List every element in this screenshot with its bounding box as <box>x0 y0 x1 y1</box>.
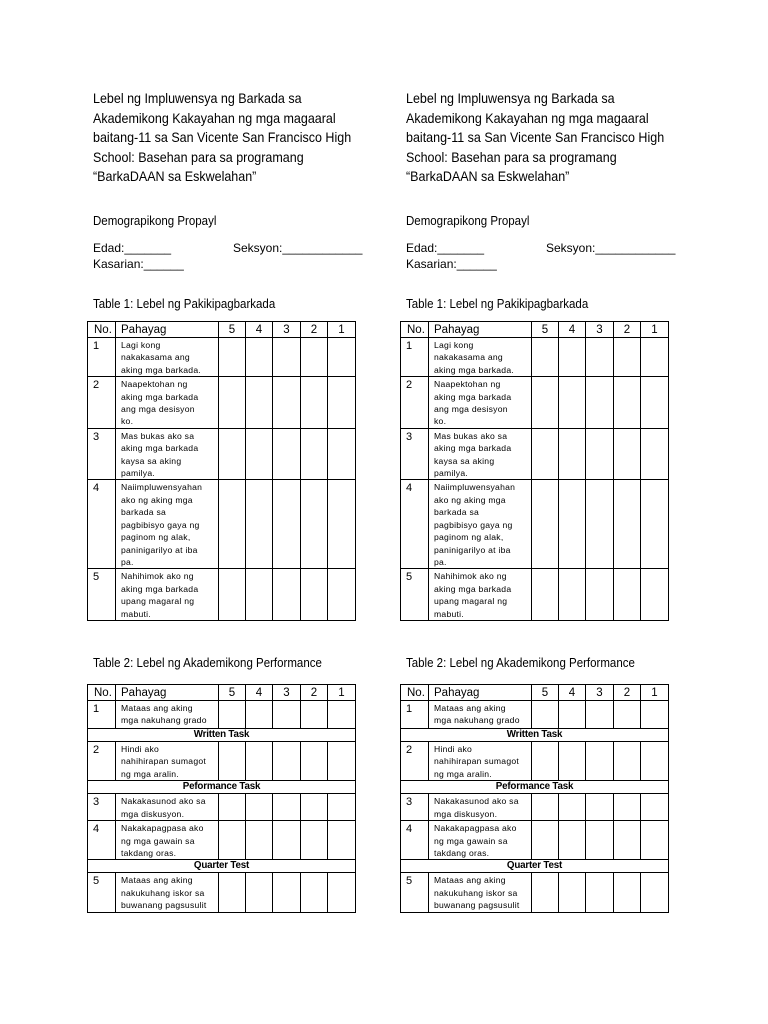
row-number: 3 <box>401 794 429 821</box>
col-header-pahayag: Pahayag <box>429 322 532 338</box>
rating-cell-2[interactable] <box>301 742 328 781</box>
statement: Mas bukas ako sa aking mga barkada kaysa sa aking pamilya. <box>429 428 532 480</box>
rating-cell-5[interactable] <box>532 338 559 377</box>
edad-field[interactable]: Edad:_______ <box>93 241 172 255</box>
col-header-4: 4 <box>246 322 273 338</box>
rating-cell-3[interactable] <box>273 821 301 860</box>
table-row <box>88 701 356 729</box>
section-row <box>401 781 669 794</box>
section-performance-task: Peformance Task <box>88 781 356 794</box>
col-header-1: 1 <box>328 322 356 338</box>
table-header-row <box>401 322 669 338</box>
table2 <box>400 684 669 913</box>
rating-cell-5[interactable] <box>532 569 559 621</box>
rating-cell-2[interactable] <box>301 338 328 377</box>
col-header-pahayag: Pahayag <box>116 685 219 701</box>
rating-cell-2[interactable] <box>614 428 641 480</box>
title-line: “BarkaDAAN sa Eskwelahan” <box>406 169 570 185</box>
row-number: 4 <box>401 480 429 569</box>
table-header-row <box>88 322 356 338</box>
col-header-no: No. <box>88 685 116 701</box>
rating-cell-5[interactable] <box>532 794 559 821</box>
row-number: 4 <box>401 821 429 860</box>
statement: Mataas ang aking nakukuhang iskor sa buwanang pagsusulit <box>116 873 219 912</box>
col-header-4: 4 <box>559 685 586 701</box>
rating-cell-1[interactable] <box>328 794 356 821</box>
edad-field[interactable]: Edad:_______ <box>406 241 485 255</box>
row-number: 1 <box>88 701 116 729</box>
col-header-2: 2 <box>614 685 641 701</box>
title-line: baitang-11 sa San Vicente San Francisco High <box>93 130 352 146</box>
col-header-3: 3 <box>586 685 614 701</box>
rating-cell-5[interactable] <box>532 428 559 480</box>
rating-cell-2[interactable] <box>301 794 328 821</box>
rating-cell-5[interactable] <box>219 794 246 821</box>
rating-cell-3[interactable] <box>273 742 301 781</box>
rating-cell-1[interactable] <box>641 821 669 860</box>
title-line: Lebel ng Impluwensya ng Barkada sa <box>93 91 302 106</box>
col-header-no: No. <box>88 322 116 338</box>
statement: Naiimpluwensyahan ako ng aking mga barkada sa pagbibisyo gaya ng paginom ng alak, paninigarilyo at iba pa. <box>429 480 532 569</box>
col-header-3: 3 <box>273 685 301 701</box>
col-header-4: 4 <box>559 322 586 338</box>
statement: Naapektohan ng aking mga barkada ang mga desisyon ko. <box>429 377 532 429</box>
table1-heading: Table 1: Lebel ng Pakikipagbarkada <box>93 297 276 311</box>
demographics-heading: Demograpikong Propayl <box>93 214 217 228</box>
statement: Nahihimok ako ng aking mga barkada upang magaral ng mabuti. <box>429 569 532 621</box>
col-header-1: 1 <box>328 685 356 701</box>
rating-cell-3[interactable] <box>586 338 614 377</box>
section-row <box>401 729 669 742</box>
rating-cell-5[interactable] <box>219 873 246 912</box>
table-row <box>401 338 669 377</box>
table2 <box>87 684 356 913</box>
rating-cell-5[interactable] <box>532 821 559 860</box>
rating-cell-2[interactable] <box>301 701 328 729</box>
section-row <box>88 781 356 794</box>
rating-cell-5[interactable] <box>532 873 559 912</box>
col-header-1: 1 <box>641 322 669 338</box>
rating-cell-1[interactable] <box>641 873 669 912</box>
title-line: Lebel ng Impluwensya ng Barkada sa <box>406 91 615 106</box>
rating-cell-4[interactable] <box>559 377 586 429</box>
row-number: 1 <box>88 338 116 377</box>
rating-cell-1[interactable] <box>641 701 669 729</box>
rating-cell-1[interactable] <box>641 338 669 377</box>
table-row <box>88 338 356 377</box>
statement: Naiimpluwensyahan ako ng aking mga barkada sa pagbibisyo gaya ng paginom ng alak, paninigarilyo at iba pa. <box>116 480 219 569</box>
statement: Mataas ang aking mga nakuhang grado <box>429 701 532 729</box>
rating-cell-4[interactable] <box>559 428 586 480</box>
rating-cell-5[interactable] <box>219 701 246 729</box>
rating-cell-4[interactable] <box>559 873 586 912</box>
col-header-5: 5 <box>532 685 559 701</box>
kasarian-field[interactable]: Kasarian:______ <box>93 257 184 271</box>
table-row <box>401 480 669 569</box>
rating-cell-1[interactable] <box>641 742 669 781</box>
section-row <box>88 860 356 873</box>
statement: Hindi ako nahihirapan sumagot ng mga aralin. <box>429 742 532 781</box>
rating-cell-4[interactable] <box>246 701 273 729</box>
row-number: 5 <box>401 569 429 621</box>
rating-cell-2[interactable] <box>301 428 328 480</box>
table-header-row <box>88 685 356 701</box>
table-row <box>88 794 356 821</box>
rating-cell-3[interactable] <box>273 338 301 377</box>
rating-cell-4[interactable] <box>559 338 586 377</box>
row-number: 2 <box>401 742 429 781</box>
rating-cell-1[interactable] <box>328 428 356 480</box>
row-number: 3 <box>401 428 429 480</box>
col-header-pahayag: Pahayag <box>429 685 532 701</box>
statement: Mas bukas ako sa aking mga barkada kaysa sa aking pamilya. <box>116 428 219 480</box>
table-header-row <box>401 685 669 701</box>
row-number: 2 <box>401 377 429 429</box>
rating-cell-1[interactable] <box>641 569 669 621</box>
statement: Nahihimok ako ng aking mga barkada upang magaral ng mabuti. <box>116 569 219 621</box>
col-header-pahayag: Pahayag <box>116 322 219 338</box>
col-header-2: 2 <box>301 685 328 701</box>
statement: Lagi kong nakakasama ang aking mga barkada. <box>429 338 532 377</box>
table-row <box>401 569 669 621</box>
statement: Naapektohan ng aking mga barkada ang mga desisyon ko. <box>116 377 219 429</box>
table-row <box>88 428 356 480</box>
table-row <box>401 873 669 912</box>
rating-cell-1[interactable] <box>641 794 669 821</box>
rating-cell-5[interactable] <box>219 742 246 781</box>
statement: Lagi kong nakakasama ang aking mga barkada. <box>116 338 219 377</box>
rating-cell-3[interactable] <box>586 480 614 569</box>
title-line: School: Basehan para sa programang <box>406 149 617 165</box>
rating-cell-2[interactable] <box>614 338 641 377</box>
row-number: 2 <box>88 377 116 429</box>
rating-cell-1[interactable] <box>328 821 356 860</box>
rating-cell-4[interactable] <box>559 701 586 729</box>
row-number: 3 <box>88 428 116 480</box>
rating-cell-5[interactable] <box>219 821 246 860</box>
table-row <box>401 701 669 729</box>
rating-cell-3[interactable] <box>273 480 301 569</box>
section-quarter-test: Quarter Test <box>401 860 669 873</box>
kasarian-field[interactable]: Kasarian:______ <box>406 257 497 271</box>
rating-cell-3[interactable] <box>273 569 301 621</box>
rating-cell-5[interactable] <box>532 377 559 429</box>
table1-heading: Table 1: Lebel ng Pakikipagbarkada <box>406 297 589 311</box>
rating-cell-5[interactable] <box>219 377 246 429</box>
row-number: 2 <box>88 742 116 781</box>
rating-cell-4[interactable] <box>559 821 586 860</box>
seksyon-field[interactable]: Seksyon:____________ <box>546 241 676 255</box>
table-row <box>88 480 356 569</box>
rating-cell-4[interactable] <box>559 742 586 781</box>
table-row <box>401 428 669 480</box>
rating-cell-1[interactable] <box>328 569 356 621</box>
statement: Nakakapagpasa ako ng mga gawain sa takdang oras. <box>116 821 219 860</box>
rating-cell-3[interactable] <box>586 873 614 912</box>
rating-cell-5[interactable] <box>219 338 246 377</box>
rating-cell-3[interactable] <box>586 821 614 860</box>
rating-cell-3[interactable] <box>586 377 614 429</box>
rating-cell-1[interactable] <box>328 701 356 729</box>
rating-cell-4[interactable] <box>559 794 586 821</box>
rating-cell-1[interactable] <box>641 428 669 480</box>
rating-cell-2[interactable] <box>614 742 641 781</box>
rating-cell-5[interactable] <box>532 742 559 781</box>
table-row <box>401 377 669 429</box>
rating-cell-2[interactable] <box>614 873 641 912</box>
rating-cell-5[interactable] <box>532 480 559 569</box>
row-number: 1 <box>401 338 429 377</box>
rating-cell-5[interactable] <box>532 701 559 729</box>
rating-cell-3[interactable] <box>273 794 301 821</box>
row-number: 5 <box>401 873 429 912</box>
rating-cell-2[interactable] <box>301 873 328 912</box>
row-number: 5 <box>88 569 116 621</box>
form-title <box>406 89 673 187</box>
form-title <box>93 89 360 187</box>
rating-cell-2[interactable] <box>301 377 328 429</box>
rating-cell-1[interactable] <box>328 480 356 569</box>
rating-cell-4[interactable] <box>246 428 273 480</box>
rating-cell-2[interactable] <box>301 569 328 621</box>
rating-cell-5[interactable] <box>219 428 246 480</box>
rating-cell-2[interactable] <box>614 480 641 569</box>
rating-cell-4[interactable] <box>246 873 273 912</box>
title-line: School: Basehan para sa programang <box>93 149 304 165</box>
rating-cell-5[interactable] <box>219 569 246 621</box>
table-row <box>88 377 356 429</box>
rating-cell-3[interactable] <box>273 377 301 429</box>
rating-cell-5[interactable] <box>219 480 246 569</box>
rating-cell-1[interactable] <box>641 480 669 569</box>
rating-cell-1[interactable] <box>641 377 669 429</box>
table-row <box>88 873 356 912</box>
rating-cell-2[interactable] <box>614 701 641 729</box>
statement: Mataas ang aking mga nakuhang grado <box>116 701 219 729</box>
rating-cell-3[interactable] <box>586 428 614 480</box>
col-header-5: 5 <box>219 322 246 338</box>
rating-cell-4[interactable] <box>246 794 273 821</box>
statement: Nakakapagpasa ako ng mga gawain sa takdang oras. <box>429 821 532 860</box>
rating-cell-3[interactable] <box>273 873 301 912</box>
col-header-1: 1 <box>641 685 669 701</box>
rating-cell-4[interactable] <box>246 338 273 377</box>
rating-cell-2[interactable] <box>614 821 641 860</box>
table-row <box>88 742 356 781</box>
rating-cell-3[interactable] <box>273 701 301 729</box>
col-header-5: 5 <box>219 685 246 701</box>
rating-cell-4[interactable] <box>246 569 273 621</box>
rating-cell-1[interactable] <box>328 873 356 912</box>
section-row <box>88 729 356 742</box>
table2-heading: Table 2: Lebel ng Akademikong Performance <box>93 656 322 670</box>
rating-cell-4[interactable] <box>246 742 273 781</box>
table1 <box>87 321 356 621</box>
row-number: 1 <box>401 701 429 729</box>
rating-cell-2[interactable] <box>301 480 328 569</box>
rating-cell-3[interactable] <box>586 742 614 781</box>
table-row <box>401 794 669 821</box>
title-line: “BarkaDAAN sa Eskwelahan” <box>93 169 257 185</box>
col-header-4: 4 <box>246 685 273 701</box>
section-performance-task: Peformance Task <box>401 781 669 794</box>
col-header-no: No. <box>401 685 429 701</box>
rating-cell-4[interactable] <box>246 480 273 569</box>
col-header-2: 2 <box>614 322 641 338</box>
statement: Nakakasunod ako sa mga diskusyon. <box>429 794 532 821</box>
rating-cell-1[interactable] <box>328 338 356 377</box>
row-number: 5 <box>88 873 116 912</box>
rating-cell-4[interactable] <box>246 821 273 860</box>
statement: Nakakasunod ako sa mga diskusyon. <box>116 794 219 821</box>
rating-cell-2[interactable] <box>614 569 641 621</box>
rating-cell-3[interactable] <box>273 428 301 480</box>
col-header-3: 3 <box>273 322 301 338</box>
rating-cell-3[interactable] <box>586 569 614 621</box>
title-line: baitang-11 sa San Vicente San Francisco High <box>406 130 665 146</box>
seksyon-field[interactable]: Seksyon:____________ <box>233 241 363 255</box>
row-number: 4 <box>88 821 116 860</box>
table-row <box>401 821 669 860</box>
demographics-heading: Demograpikong Propayl <box>406 214 530 228</box>
rating-cell-1[interactable] <box>328 377 356 429</box>
col-header-3: 3 <box>586 322 614 338</box>
title-line: Akademikong Kakayahan ng mga magaaral <box>406 110 649 126</box>
title-line: Akademikong Kakayahan ng mga magaaral <box>93 110 336 126</box>
section-quarter-test: Quarter Test <box>88 860 356 873</box>
table-row <box>88 569 356 621</box>
table2-heading: Table 2: Lebel ng Akademikong Performance <box>406 656 635 670</box>
rating-cell-4[interactable] <box>559 480 586 569</box>
table1 <box>400 321 669 621</box>
row-number: 3 <box>88 794 116 821</box>
table-row <box>401 742 669 781</box>
statement: Mataas ang aking nakukuhang iskor sa buwanang pagsusulit <box>429 873 532 912</box>
col-header-2: 2 <box>301 322 328 338</box>
rating-cell-4[interactable] <box>559 569 586 621</box>
rating-cell-3[interactable] <box>586 701 614 729</box>
rating-cell-2[interactable] <box>614 794 641 821</box>
section-row <box>401 860 669 873</box>
statement: Hindi ako nahihirapan sumagot ng mga aralin. <box>116 742 219 781</box>
table-row <box>88 821 356 860</box>
row-number: 4 <box>88 480 116 569</box>
rating-cell-2[interactable] <box>614 377 641 429</box>
rating-cell-2[interactable] <box>301 821 328 860</box>
rating-cell-4[interactable] <box>246 377 273 429</box>
rating-cell-3[interactable] <box>586 794 614 821</box>
section-written-task: Written Task <box>401 729 669 742</box>
col-header-no: No. <box>401 322 429 338</box>
rating-cell-1[interactable] <box>328 742 356 781</box>
section-written-task: Written Task <box>88 729 356 742</box>
col-header-5: 5 <box>532 322 559 338</box>
